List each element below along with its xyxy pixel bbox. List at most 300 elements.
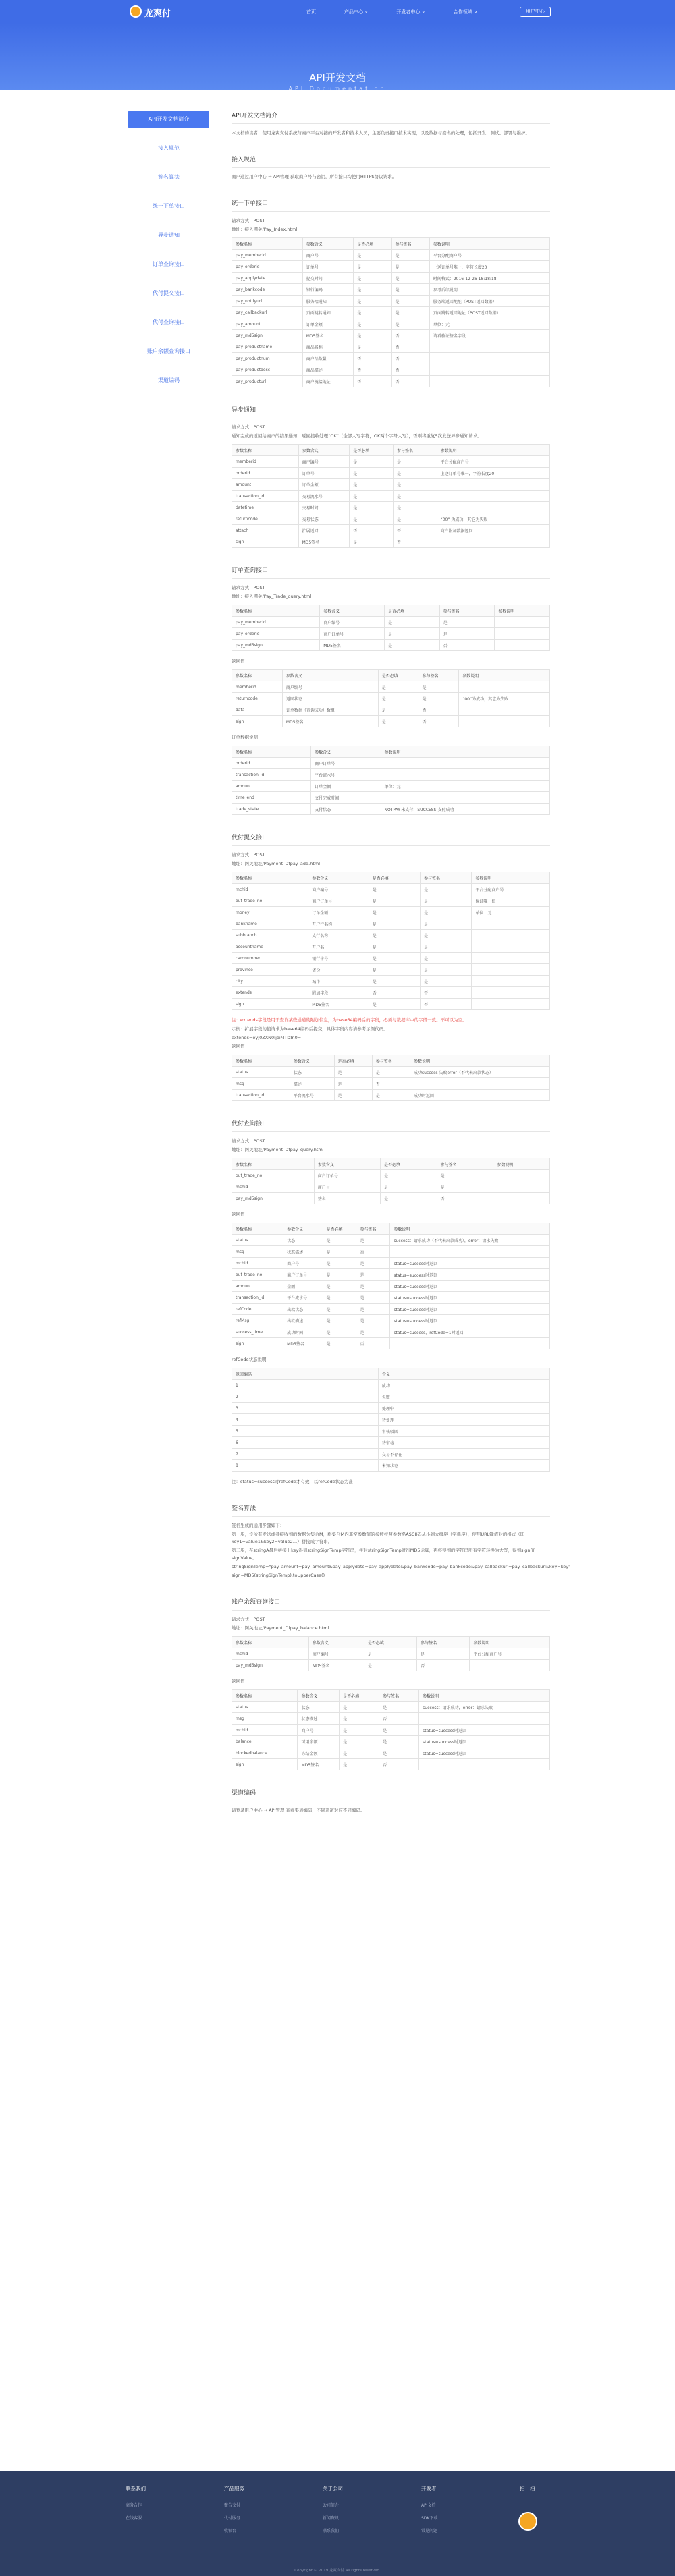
table-cell [429,353,549,364]
table-row [232,1170,550,1181]
table-row [232,1648,550,1660]
footer-link[interactable]: 收银台 [224,2529,237,2533]
table-cell: 是 [323,1292,356,1304]
table-row [232,1391,550,1403]
return-table [232,1689,550,1770]
table-cell: pay_orderid [232,628,320,640]
table-cell: transaction_id [232,769,311,781]
table-cell: 否 [379,1759,419,1770]
table-row [232,284,550,296]
table-cell: status=success时返回 [419,1747,550,1759]
table-cell: 是 [350,502,394,513]
table-cell: 是否必填 [354,238,392,250]
table-cell: 参数名称 [232,1223,284,1235]
table-cell: 订单数据（查询成功）数组 [282,704,378,716]
table-cell: 参数含义 [282,670,378,681]
table-cell: NOTPAY-未支付，SUCCESS-支付成功 [381,804,550,815]
table-cell: 否 [354,376,392,387]
table-cell: pay_md5sign [232,1193,315,1204]
footer-link[interactable]: 商务合作 [126,2503,142,2508]
table-cell [472,987,550,999]
table-cell: 是 [340,1702,379,1713]
table-cell: 是 [350,468,394,479]
table-header-row [232,445,550,456]
sidebar-item-unified-order[interactable]: 统一下单接口 [153,203,185,209]
table-cell: 否 [437,1193,493,1204]
nav-products[interactable]: 产品中心 ∨ [344,9,369,15]
table-cell: status=success时返回 [419,1725,550,1736]
table-cell: accountname [232,941,308,953]
table-cell: out_trade_no [232,1170,315,1181]
sign-text: stringSignTemp="pay_amount=pay_amount&pay_applydate=pay_applydate&pay_bankcode=pay_bankcode&pay_callbackurl=pay_callbackurl&key=key" [232,1564,571,1569]
table-row [232,1702,550,1713]
table-cell [472,953,550,964]
top-nav [0,0,675,23]
table-cell: 是否必填 [384,605,439,617]
table-cell: 交易状态 [298,513,350,525]
doc-sidebar [128,111,209,401]
table-cell: 是否必填 [369,872,420,884]
table-cell: 是 [369,918,420,930]
table-cell: 是否必填 [378,670,418,681]
table-cell: 参数名称 [232,1158,315,1170]
table-cell: status [232,1067,290,1078]
param-table [232,1636,550,1671]
table-cell: sign [232,1338,284,1349]
footer-link[interactable]: 新闻资讯 [323,2516,340,2521]
param-table [232,1158,550,1204]
sign-text: sign=MD5(stringSignTemp).toUpperCase() [232,1573,325,1578]
table-row [232,1246,550,1258]
footer-link[interactable]: 聚合支付 [224,2503,241,2508]
table-cell: 状态描述 [284,1246,323,1258]
request-method: 请求方式：POST [232,424,265,430]
table-cell: pay_md5sign [232,640,320,651]
table-cell: sign [232,536,299,548]
table-cell: mchid [232,1181,315,1193]
table-cell: pay_md5sign [232,330,303,341]
table-cell: 参与签名 [392,238,429,250]
table-row [232,1747,550,1759]
table-cell: 是 [369,895,420,907]
table-cell: 是 [369,999,420,1010]
table-cell: 是否必填 [364,1637,416,1648]
table-row [232,976,550,987]
request-method: 请求方式：POST [232,585,265,590]
sidebar-item-payout[interactable]: 代付提交接口 [153,290,185,296]
table-cell: 是 [323,1235,356,1246]
table-cell: 商户编号 [308,884,369,895]
table-row [232,1281,550,1292]
table-cell [470,1660,550,1671]
table-cell: 是 [380,1181,437,1193]
table-cell: 是 [384,628,439,640]
table-cell: 是 [356,1281,390,1292]
section-intro [232,111,550,137]
table-cell: 状态描述 [298,1713,340,1725]
logo-icon[interactable] [130,5,142,18]
sidebar-item-sign[interactable]: 签名算法 [158,174,180,180]
table-cell: 是 [369,976,420,987]
brand-name[interactable]: 龙爽付 [144,9,171,19]
sidebar-item-order-query[interactable]: 订单查询接口 [153,261,185,267]
nav-cooperation[interactable]: 合作领域 ∨ [453,9,478,15]
table-cell: 否 [354,353,392,364]
table-cell: success_time [232,1326,284,1338]
banner-title: API开发文档 [309,72,366,84]
table-row [232,907,550,918]
table-cell: sign [232,999,308,1010]
footer-link[interactable]: 代付服务 [224,2516,241,2521]
table-cell: 平台分配商户号 [429,250,549,261]
table-cell [410,1078,549,1090]
table-cell: status [232,1702,298,1713]
table-cell: 参与签名 [417,1637,470,1648]
table-cell: 附加字段 [308,987,369,999]
table-cell: 商户订单号 [284,1269,323,1281]
table-cell: pay_bankcode [232,284,303,296]
table-cell: 是 [421,907,472,918]
table-cell [493,1181,550,1193]
table-cell [495,640,550,651]
table-row [232,1759,550,1770]
table-row [232,628,550,640]
table-cell: 参数名称 [232,1690,298,1702]
table-cell: 服务端通知 [302,296,354,307]
table-cell: 状态 [298,1702,340,1713]
table-cell [472,918,550,930]
table-cell: orderid [232,468,299,479]
table-cell: 是 [417,1648,470,1660]
table-row [232,1292,550,1304]
sidebar-item-balance[interactable]: 账户余额查询接口 [147,348,190,354]
table-cell: “00” 为成功，其它为失败 [437,513,549,525]
table-cell: 参数说明 [381,746,550,758]
footer-column [224,2485,323,2540]
table-cell: 否 [356,1246,390,1258]
table-cell: 成功success 失败error（不代表出款状态） [410,1067,549,1078]
table-row [232,1258,550,1269]
footer-heading: 开发者 [421,2486,437,2492]
table-cell: 是 [418,681,459,693]
table-row [232,617,550,628]
table-cell: mchid [232,1648,309,1660]
table-cell: MD5签名 [308,1660,364,1671]
sidebar-item-spec[interactable]: 接入规范 [158,145,180,151]
table-cell: 参与签名 [421,872,472,884]
table-cell: 平台分配商户号 [437,456,549,468]
table-cell: 待处理 [378,1414,549,1426]
table-cell: 是 [323,1315,356,1326]
sidebar-item-channel[interactable]: 渠道编码 [158,377,180,383]
table-cell: 返回状态 [282,693,378,704]
table-cell: 否 [392,330,429,341]
table-cell: 参与签名 [439,605,495,617]
table-cell [381,758,550,769]
table-row [232,1449,550,1460]
footer-link[interactable]: 在线客服 [126,2516,142,2521]
param-table [232,605,550,651]
table-row [232,884,550,895]
table-cell: 是 [378,716,418,727]
table-row [232,964,550,976]
table-cell: 参数含义 [290,1055,334,1067]
table-header-row [232,1637,550,1648]
footer-column [421,2485,520,2540]
section-order-query [232,565,550,815]
table-cell: out_trade_no [232,895,308,907]
table-cell: 否 [372,1078,410,1090]
table-row [232,1338,550,1349]
section-notify [232,405,550,548]
table-cell: 订单号 [302,261,354,273]
footer-link[interactable]: API文档 [421,2503,436,2508]
table-cell: 返回编码 [232,1368,379,1380]
table-cell: 参数名称 [232,746,311,758]
code-table [232,1368,550,1472]
table-cell: 是 [384,640,439,651]
section-spec [232,155,550,181]
table-cell: 是 [421,941,472,953]
table-cell: 否 [417,1660,470,1671]
table-cell [472,999,550,1010]
table-cell: amount [232,1281,284,1292]
table-cell: 平台流水号 [311,769,381,781]
footer-heading: 扫一扫 [520,2486,535,2492]
table-cell: 否 [392,341,429,353]
table-cell: 是 [378,693,418,704]
table-cell: 提交时间 [302,273,354,284]
table-cell: pay_orderid [232,261,303,273]
table-cell: 交易不存在 [378,1449,549,1460]
table-cell: success：请求成功，error：请求失败 [419,1702,550,1713]
table-cell: 否 [393,536,437,548]
table-cell: transaction_id [232,1292,284,1304]
table-cell: 参数名称 [232,1055,290,1067]
table-cell: 是 [323,1258,356,1269]
section-balance [232,1597,550,1770]
table-cell: 是 [393,513,437,525]
table-cell: 是 [354,318,392,330]
table-cell: subbranch [232,930,308,941]
table-cell: 参数说明 [493,1158,550,1170]
table-cell: orderid [232,758,311,769]
table-cell: 失败 [378,1391,549,1403]
table-cell [472,964,550,976]
table-cell: 2 [232,1391,379,1403]
table-cell [429,364,549,376]
table-cell: 订单金额 [311,781,381,792]
table-row [232,525,550,536]
table-row [232,930,550,941]
table-cell: 否 [350,525,394,536]
sidebar-item-payout-query[interactable]: 代付查询接口 [153,319,185,325]
table-cell: success：请求成功（不代表出款成功），error：请求失败 [390,1235,550,1246]
table-cell: 参数名称 [232,605,320,617]
table-cell: MD5签名 [302,330,354,341]
table-cell: 是 [323,1338,356,1349]
hero-banner [0,23,675,90]
table-cell: 商户品数量 [302,353,354,364]
table-cell: 时间格式：2016-12-26 18:18:18 [429,273,549,284]
data-label: 订单数据说明 [232,735,258,740]
table-cell: 是 [356,1326,390,1338]
table-cell: transaction_id [232,1090,290,1101]
table-cell: 商户编号 [320,617,385,628]
table-cell: 是 [350,456,394,468]
qrcode-logo-icon [518,2512,537,2531]
param-table [232,872,550,1010]
return-table [232,1055,550,1101]
table-cell: 是 [350,491,394,502]
table-cell: 是 [323,1326,356,1338]
table-cell: 是 [350,479,394,491]
table-cell: 参数说明 [472,872,550,884]
table-cell: city [232,976,308,987]
section-title: 订单查询接口 [232,565,550,579]
table-cell: 否 [421,999,472,1010]
table-row [232,1326,550,1338]
table-cell: 参数说明 [459,670,550,681]
table-cell: 是 [421,918,472,930]
table-cell: 参与签名 [379,1690,419,1702]
table-cell: 是 [334,1078,372,1090]
table-cell: 状态 [290,1067,334,1078]
param-table [232,444,550,548]
table-cell: 是 [354,307,392,318]
user-center-button[interactable]: 用户中心 [520,7,551,17]
footer-link[interactable]: 联系我们 [323,2529,340,2533]
table-cell: 是 [379,1747,419,1759]
copyright: Copyright © 2019 龙爽支付 All rights reserved. [294,2569,381,2573]
table-cell: 上送订单号唯一，字符长度20 [437,468,549,479]
table-cell: 描述 [290,1078,334,1090]
section-sign [232,1503,571,1579]
table-cell: 参数名称 [232,445,299,456]
table-cell: 是 [421,895,472,907]
table-row [232,999,550,1010]
table-cell: 是否必填 [340,1690,379,1702]
table-cell: 是 [393,502,437,513]
table-cell: bankname [232,918,308,930]
table-row [232,953,550,964]
table-cell: 开户行名称 [308,918,369,930]
table-cell: 冻结金额 [298,1747,340,1759]
table-header-row [232,1223,550,1235]
table-cell: pay_notifyurl [232,296,303,307]
table-cell: 是 [380,1193,437,1204]
table-cell: 参考后续说明 [429,284,549,296]
warning-text: 注：extends字段是用于查询某些通道的附加信息，为base64编码后的字段，必须与数据库中的字段一致。不可以为空。 [232,1017,467,1023]
note-text: 示例：扩展字段的值请求为base64编码后提交，具体字段内容请参考示例代码。 [232,1026,388,1032]
table-cell [437,502,549,513]
table-cell: 成功时返回 [410,1090,549,1101]
table-row [232,330,550,341]
sidebar-item-intro[interactable]: API开发文档简介 [128,111,209,128]
footer-heading: 联系我们 [126,2486,146,2492]
footer-link[interactable]: SDK下载 [421,2516,438,2521]
table-cell: 参与签名 [356,1223,390,1235]
table-cell: 审核驳回 [378,1426,549,1437]
table-cell: 订单金额 [302,318,354,330]
table-cell: pay_productname [232,341,303,353]
table-cell: 城市 [308,976,369,987]
table-cell: 出款状态 [284,1304,323,1315]
table-cell: msg [232,1713,298,1725]
section-unified-order [232,198,550,387]
nav-developer[interactable]: 开发者中心 ∨ [396,9,425,15]
table-cell: MD5签名 [320,640,385,651]
footer-link[interactable]: 公司简介 [323,2503,340,2508]
sign-text: 第一步，设所有发送或者接收到的数据为集合M，将集合M内非空参数值的参数按照参数名ASCII码从小到大排序（字典序），使用URL键值对的格式（即key1=value1&key2=value2…）拼接成字符串。 [232,1532,525,1544]
table-cell: 是 [437,1170,493,1181]
footer-link[interactable]: 常见问题 [421,2529,438,2533]
table-row [232,1067,550,1078]
table-row [232,1380,550,1391]
table-row [232,364,550,376]
table-cell: attach [232,525,299,536]
table-cell: refMsg [232,1315,284,1326]
table-row [232,681,550,693]
table-cell: 参与签名 [372,1055,410,1067]
table-cell: 是 [379,1702,419,1713]
table-cell: 是 [354,341,392,353]
table-row [232,273,550,284]
table-cell: 平台流水号 [284,1292,323,1304]
table-cell: 银行卡号 [308,953,369,964]
table-row [232,468,550,479]
table-row [232,941,550,953]
table-cell: 是 [340,1759,379,1770]
return-label: 返回值 [232,659,245,664]
banner-subtitle: API Documentation [288,86,387,92]
table-cell [495,628,550,640]
table-cell [493,1170,550,1181]
channel-text: 请登录用户中心 → API管理 查看渠道编码，不同通道对应不同编码。 [232,1808,365,1813]
table-cell: status=success时返回 [390,1292,550,1304]
table-cell [472,941,550,953]
table-cell: 是 [439,617,495,628]
table-cell: 支付完成时间 [311,792,381,804]
table-cell: 商品描述 [302,364,354,376]
table-cell: 是否必填 [350,445,394,456]
table-cell: 是 [392,307,429,318]
table-cell [459,681,550,693]
table-row [232,250,550,261]
table-cell: 参与签名 [393,445,437,456]
table-row [232,918,550,930]
table-cell: 参数说明 [390,1223,550,1235]
section-title: 代付查询接口 [232,1119,550,1132]
table-cell: 商户号 [298,1725,340,1736]
table-cell: pay_callbackurl [232,307,303,318]
table-cell: 商户订单号 [311,758,381,769]
table-row [232,1235,550,1246]
footnote: 注：status=success时refCode才有效，以refCode状态为准 [232,1479,353,1484]
sidebar-item-notify[interactable]: 异步通知 [158,232,180,238]
table-cell: mchid [232,1725,298,1736]
table-cell: 是 [379,1725,419,1736]
table-cell: 是 [369,930,420,941]
nav-home[interactable]: 首页 [306,9,316,15]
table-cell: 是 [323,1304,356,1315]
table-cell: 单位：元 [429,318,549,330]
table-cell [419,1759,550,1770]
table-cell: pay_memberid [232,250,303,261]
return-label: 返回值 [232,1044,245,1049]
sign-text: 签名生成的通用步骤如下： [232,1523,284,1528]
table-cell: 4 [232,1414,379,1426]
